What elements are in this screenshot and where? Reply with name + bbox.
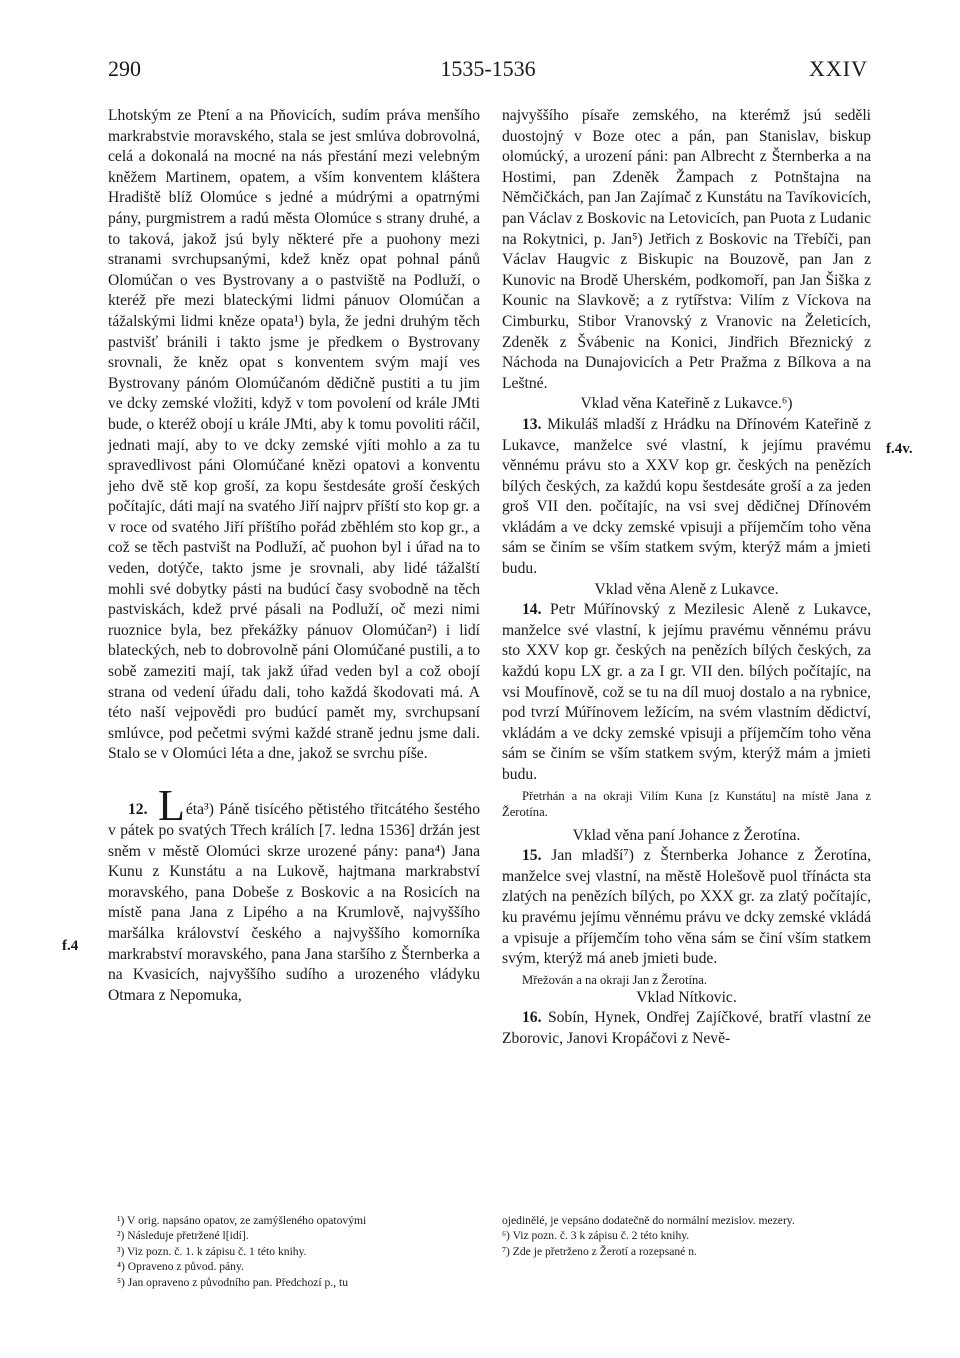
footnote: ⁴) Opraveno z původ. pány.: [117, 1260, 244, 1274]
footnote: ³) Viz pozn. č. 1. k zápisu č. 1 této knihy.: [117, 1244, 307, 1258]
paragraph: Lhotským ze Ptení a na Pňovicích, sudím práva menšího markrabstvie moravského, stala se jest smlúva dobrovolná, celá a dokonalá na mocné na nás přestání mezi velebným kněžem Martinem, opatem, a vším konventem kláštera Hradiště blíž Olomúce s jedné a múdrými a opatrnými pány, purgmistrem a radú města Olomúce s strany druhé, a to taková, jakož jsú byly některé pře a puohony mezi stranami svrchupsanými, kdež kněz opat pohnal pánů Olomúčan o ves Bystrovany a o pastviště na Podluží, o kteréž pře mezi blateckými lidmi pánuov Olomúčan a tážalskými lidmi kněze opata¹) byla, že jedni druhým těch pastvišť bránili i takto jsme je předkem o Bystrovany srovnali, že kněz opat s konventem svým mají ves Bystrovany pánóm Olomúčanóm dědičně pustiti a tu jim ve dcky zemské vložiti, když v tom povolení od krále JMti bude, o kteréž obojí u krále JMti, aby k tomu povoliti ráčil, jednati mají, aby to ve dcky zemské vjíti mohlo a za tu spravedlivost páni Olomúčané knězi opatovi a konventu jeho dvě stě kop groší, za kopu šestdesáte groší českých počítajíc, dáti mají na svatého Jiří najprv příští sto kop gr. a v roce od svatého Jiří příštího pořád zběhlém sto kop gr., a což se těch pastvišt na Podluží, ač puohon byl i úřad na to veden, dotýče, takto jsme je srovnali, aby lidé tážalští mohli své dobytky pásti na budúcí časy svobodně na těch pastviskách, kdež prvé pásali na Podluží, oč mezi nimi ruoznice byla, bez překážky pánuov Olomúčan²) i lidí blateckých, neb to dobrovolně páni Olomúčané pustili, a to sobě zameziti mají, tak jakž úřad veden byl a což obojí strana od vedení úřadu dali, toho každá škodovati má. A této naší vejpovědi pro budúcí pamět my, svrchupsaní smlúvce, pod pečetmi svými každé straně jednu jsme dali. Stalo se v Olomúci léta a dne, jakož se svrchu píše.: [108, 107, 480, 763]
running-title-years: 1535-1536: [440, 56, 536, 81]
entry-number: 13.: [522, 415, 542, 433]
entry-heading: Vklad věna Kateřině z Lukavce.⁶): [580, 395, 793, 413]
left-column: [108, 106, 480, 1006]
footnote: ¹) V orig. napsáno opatov, ze zamýšleného opatovými: [117, 1214, 367, 1227]
entry-text: Sobín, Hynek, Ondřej Zajíčkové, bratří vlastní ze Zborovic, Janovi Kropáčovi z Nevě-: [502, 1009, 871, 1047]
right-column: [502, 106, 871, 1050]
paragraph: najvyššího písaře zemského, na kterémž jsú seděli duostojný v Boze otec a pán, pan Stanislav, biskup olomúcký, a urození páni: pan Albrecht z Šternberka a na Hostimi, pan Zdeněk Žampach z Potnštajna na Němčičkách, pan Jan Zajímač z Kunstátu na Tavíkovicích, pan Václav z Boskovic na Letovicích, pan Puota z Ludanic na Rokytnici, p. Jan⁵) Jetřich z Boskovic na Třebíči, pan Václav Haugvic z Biskupic na Bouzově, pan Jan z Kunovic na Brodě Uherském, podkomoří, pan Jan Šiška z Kounic na Slavkově; a z rytířstva: Vilím z Víckova na Cimburku, Stibor Vranovský z Vranovic na Želeticích, Zdeněk z Švábenic na Konici, Jindřich Březnický z Náchoda na Dunajovicích a Petr Pražma z Bílkova a na Leštné.: [502, 107, 871, 392]
footnotes-left: [117, 1213, 487, 1290]
entry-text: Jan mladší⁷) z Šternberka Johance z Žerotína, manželce svej vlastní, na městě Holešově puol třínácta sta zlatých na penězích bílých, po XXX gr. za zlatý počítajíc, ku pravému jejímu věnnému právu ve dcky zemské vkládá a vpisuje a příjemčím toho věna sám se činí vším statkem svým, kterýž má aneb jmieti bude.: [502, 847, 872, 968]
entry-number: 14.: [522, 601, 542, 619]
entry-16: [502, 1008, 871, 1049]
entry-text: Mikuláš mladší z Hrádku na Dřínovém Kateřině z Lukavce, manželce své vlastní, k jejímu pravému věnnému právu sto a XXV kop gr. českých na penězích bílých českých, za každú kopu šestdesáte groší a za jeden groš VII den. počítajíc, na vsi svej dědičnej Dřínovém vkládám a ve dcky zemské vpisuji a příjemčím toho věna sám se činím se vším statkem svým, kterýž mám a jmieti budu.: [502, 415, 871, 578]
entry-number: 12.: [128, 801, 148, 818]
footnote: ojedinělé, je vepsáno dodatečně do normální mezislov. mezery.: [502, 1214, 795, 1227]
entry-number: 16.: [522, 1009, 542, 1027]
entry-heading: Vklad Nítkovic.: [636, 988, 737, 1006]
entry-12: [108, 781, 481, 1006]
footnote: ⁶) Viz pozn. č. 3 k zápisu č. 2 této knihy.: [502, 1229, 690, 1243]
volume-number: XXIV: [809, 56, 868, 81]
entry-text: Petr Múřínovský z Mezilesic Aleně z Lukavce, manželce své vlastní, k jejímu pravému věnnému právu sto XXV kop gr. českých na penězích bílých českých, za každú kopu LX gr. a za I gr. VII den. bílých počítajíc, na vsi Moufínově, což se tu na díl muoj dostalo a na rybnice, pod tvrzí Múřínovem ležícím, na svém vlastním dědictví, vkládám a ve dcky zemské vpisuji a příjemčím toho věna sám se činím se vším statkem svým, kterýž mám a jmieti budu.: [502, 601, 871, 783]
editorial-note: Mřežován a na okraji Jan z Žerotína.: [522, 972, 707, 987]
entry-14: [502, 600, 871, 785]
page-header: [108, 56, 868, 86]
footnote: ⁷) Zde je přetrženo z Žerotí a rozepsané n.: [502, 1244, 697, 1258]
margin-folio-label: f.4: [62, 938, 79, 954]
margin-folio-label: f.4v.: [886, 441, 913, 457]
entry-number: 15.: [522, 847, 542, 865]
page-number: 290: [108, 56, 141, 81]
editorial-note: Přetrhán a na okraji Vilím Kuna [z Kunstátu] na místě Jana z Žerotína.: [502, 788, 871, 819]
entry-heading: Vklad věna paní Johance z Žerotína.: [572, 826, 801, 844]
entry-13: [502, 415, 871, 580]
footnote: ²) Následuje přetržené l[idí].: [117, 1229, 249, 1243]
footnote: ⁵) Jan opraveno z původního pan. Předchozí p., tu: [117, 1275, 349, 1289]
drop-cap: L: [157, 781, 185, 830]
entry-15: [502, 846, 871, 970]
entry-heading: Vklad věna Aleně z Lukavce.: [594, 580, 779, 598]
entry-text: éta³) Páně tisícého pětistého třitcátého šestého v pátek po svatých Třech králích [7. ledna 1536] držán jest sněm v městě Olomúci skrze urozené pány: pana⁴) Jana Kunu z Kunstátu a na Lukově, hajtmana markrabství moravského, pana Dobeše z Boskovic a na Rosicích na místě pana Jana z Lipého a na Krumlově, najvyššího maršálka království českého a najvyššího komorníka markrabství moravského, pana Jana staršího z Šternberka a na Kvasicích, najvyššího sudího a urozeného vládyku Otmara z Nepomuka,: [108, 801, 481, 1004]
footnotes-right: [502, 1213, 872, 1259]
